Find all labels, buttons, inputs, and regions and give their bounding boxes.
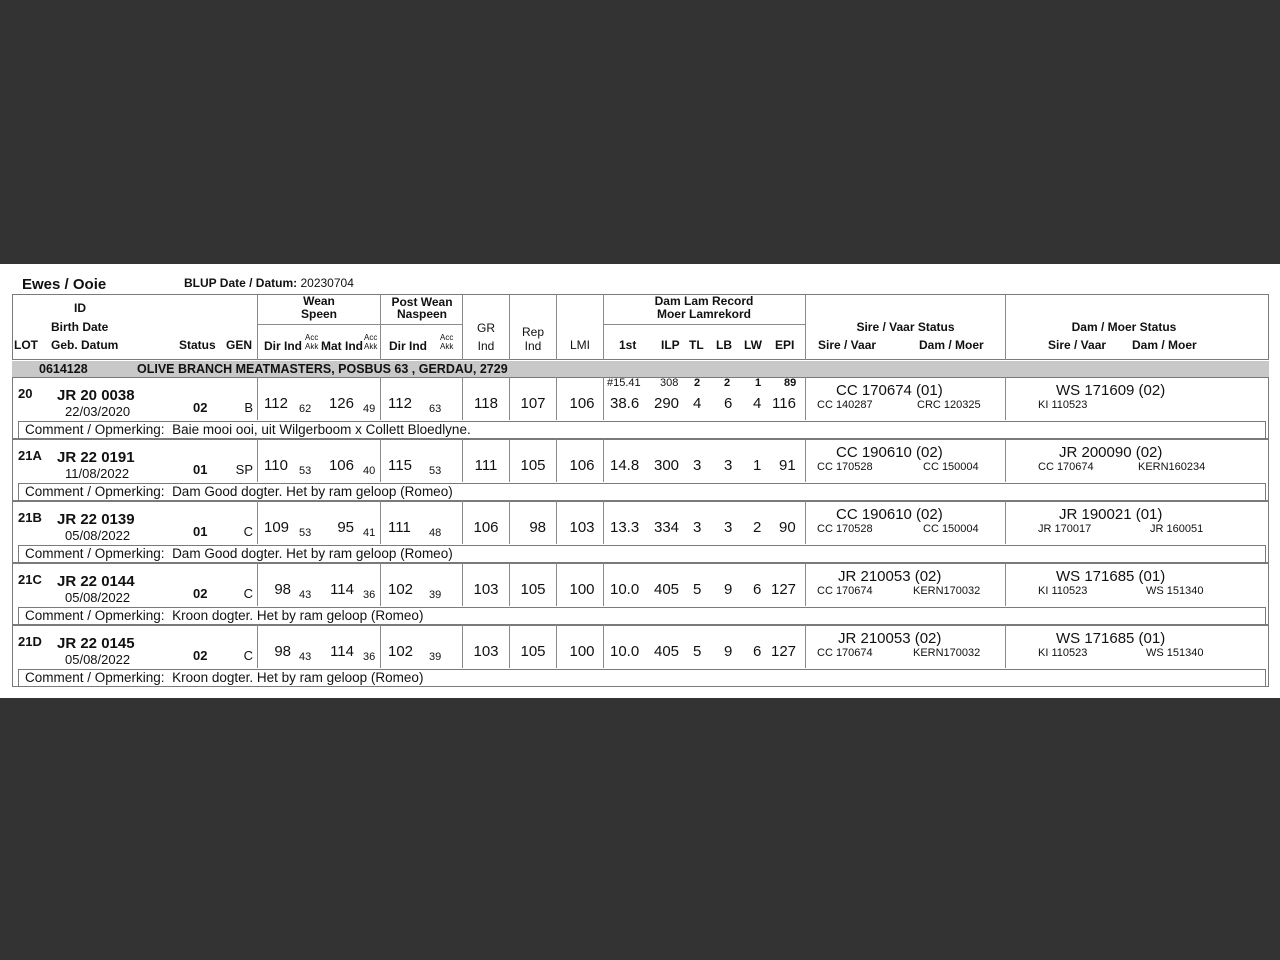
- lot-number: 21B: [18, 510, 42, 525]
- dam-lb: 9: [724, 581, 733, 598]
- post-dir-acc: 63: [429, 403, 442, 415]
- blup-label: BLUP Date / Datum:: [184, 276, 298, 290]
- section-title: Ewes / Ooie: [22, 276, 107, 293]
- breeder-code: 0614128: [39, 362, 88, 376]
- sire-dam: CC 150004: [923, 461, 979, 473]
- hdr-geb-datum: Geb. Datum: [51, 338, 119, 352]
- sire-status: JR 210053 (02): [838, 568, 942, 585]
- dam-dam: WS 151340: [1146, 647, 1204, 659]
- dam-sire: KI 110523: [1038, 399, 1088, 411]
- gen-code: C: [243, 586, 253, 601]
- dam-status: WS 171685 (01): [1056, 568, 1166, 585]
- dam-dam: JR 160051: [1150, 523, 1204, 535]
- sire-sire: CC 170674: [817, 585, 873, 597]
- hdr-epi: EPI: [775, 338, 795, 352]
- dam-lw: 2: [753, 519, 762, 536]
- dam-top-tl: 2: [694, 377, 701, 389]
- wean-mat-ind: 106: [328, 457, 354, 474]
- status-code: 01: [193, 462, 208, 477]
- gr-ind: 118: [474, 395, 498, 412]
- comment: [25, 485, 453, 499]
- lmi: 100: [569, 581, 595, 598]
- dam-first: 10.0: [610, 581, 640, 598]
- hdr-lot: LOT: [14, 338, 38, 352]
- dam-top-lb: 2: [724, 377, 731, 389]
- dam-epi: 116: [772, 395, 796, 412]
- gr-ind: 106: [473, 519, 499, 536]
- hdr-rep: Rep: [521, 325, 544, 339]
- breeder-name: OLIVE BRANCH MEATMASTERS, POSBUS 63 , GERDAU, 2729: [137, 362, 508, 376]
- wean-mat-acc: 49: [363, 403, 376, 415]
- gen-code: SP: [235, 462, 253, 477]
- lot-number: 20: [18, 386, 33, 401]
- dam-sire: JR 170017: [1038, 523, 1092, 535]
- status-code: 01: [193, 524, 208, 539]
- gr-ind: 111: [474, 457, 498, 474]
- dam-first: 10.0: [610, 643, 640, 660]
- dam-epi: 127: [771, 643, 797, 660]
- dam-lb: 6: [724, 395, 733, 412]
- dam-sire: CC 170674: [1038, 461, 1094, 473]
- sire-dam: KERN170032: [913, 585, 981, 597]
- rep-ind: 105: [520, 581, 546, 598]
- dam-lb: 3: [724, 519, 733, 536]
- wean-dir-ind: 110: [264, 457, 288, 474]
- post-dir-ind: 102: [388, 643, 414, 660]
- dam-tl: 5: [693, 581, 702, 598]
- wean-dir-acc: 53: [299, 527, 312, 539]
- post-dir-ind: 111: [388, 519, 411, 536]
- lmi: 106: [569, 457, 595, 474]
- sire-dam: CRC 120325: [917, 399, 981, 411]
- animal-id: JR 22 0191: [57, 449, 135, 466]
- hdr-post-dir-ind: Dir Ind: [389, 339, 427, 353]
- hdr-dam-moer-1: Dam / Moer: [919, 338, 984, 352]
- dam-lw: 4: [753, 395, 762, 412]
- wean-mat-ind: 114: [330, 581, 354, 598]
- dam-ilp: 290: [654, 395, 680, 412]
- dam-epi: 91: [779, 457, 796, 474]
- dam-ilp: 405: [654, 643, 680, 660]
- comment: [25, 423, 471, 437]
- dam-top-lw: 1: [755, 377, 762, 389]
- comment-label: Comment / Opmerking:: [25, 546, 165, 561]
- hdr-lmi: LMI: [569, 338, 590, 352]
- hdr-naspeen: Naspeen: [396, 307, 448, 321]
- post-dir-acc: 39: [429, 589, 442, 601]
- post-dir-ind: 115: [388, 457, 412, 474]
- comment-label: Comment / Opmerking:: [25, 670, 165, 685]
- sire-dam: KERN170032: [913, 647, 981, 659]
- wean-mat-ind: 114: [330, 643, 354, 660]
- dam-top-ilp: 308: [660, 377, 679, 389]
- rep-ind: 107: [520, 395, 546, 412]
- dam-ilp: 300: [654, 457, 680, 474]
- wean-dir-ind: 112: [264, 395, 288, 412]
- wean-mat-acc: 41: [363, 527, 376, 539]
- sire-sire: CC 170528: [817, 523, 873, 535]
- lot-number: 21A: [18, 448, 42, 463]
- comment-label: Comment / Opmerking:: [25, 422, 165, 437]
- post-dir-acc: 53: [429, 465, 442, 477]
- blup-date: [184, 277, 354, 289]
- status-code: 02: [193, 400, 208, 415]
- dam-dam: WS 151340: [1146, 585, 1204, 597]
- comment-text: Dam Good dogter. Het by ram geloop (Romeo): [172, 484, 453, 499]
- animal-id: JR 20 0038: [57, 387, 135, 404]
- dam-epi: 127: [771, 581, 797, 598]
- hdr-wean-mat-acc: Acc Akk: [364, 333, 378, 351]
- hdr-wean-dir-acc: Acc Akk: [305, 333, 319, 351]
- post-dir-acc: 48: [429, 527, 442, 539]
- hdr-sire-status: Sire / Vaar Status: [856, 320, 955, 334]
- dam-top-epi: 89: [784, 377, 797, 389]
- hdr-ilp: ILP: [661, 338, 680, 352]
- sire-sire: CC 170528: [817, 461, 873, 473]
- dam-status: JR 200090 (02): [1059, 444, 1163, 461]
- wean-dir-acc: 43: [299, 589, 312, 601]
- gr-ind: 103: [473, 581, 499, 598]
- rep-ind: 105: [520, 643, 546, 660]
- wean-mat-acc: 36: [363, 651, 376, 663]
- dam-tl: 3: [693, 519, 702, 536]
- dam-lb: 3: [724, 457, 733, 474]
- wean-dir-acc: 43: [299, 651, 312, 663]
- dam-first: 38.6: [610, 395, 640, 412]
- gen-code: C: [243, 648, 253, 663]
- hdr-gen: GEN: [226, 338, 253, 352]
- hdr-dam-lam-record: Dam Lam Record: [654, 294, 754, 308]
- comment-text: Baie mooi ooi, uit Wilgerboom x Collett Bloedlyne.: [172, 422, 471, 437]
- lmi: 103: [569, 519, 595, 536]
- hdr-rep-ind: Ind: [524, 339, 542, 353]
- status-code: 02: [193, 648, 208, 663]
- animal-id: JR 22 0139: [57, 511, 135, 528]
- comment: [25, 671, 423, 685]
- birth-date: 05/08/2022: [65, 528, 131, 543]
- sire-status: CC 190610 (02): [836, 444, 943, 461]
- dam-lw: 6: [753, 643, 762, 660]
- dam-tl: 3: [693, 457, 702, 474]
- hdr-lb: LB: [716, 338, 732, 352]
- post-dir-acc: 39: [429, 651, 442, 663]
- hdr-gr: GR: [477, 321, 495, 335]
- dam-top-first: #15.41: [607, 377, 641, 389]
- comment-text: Kroon dogter. Het by ram geloop (Romeo): [172, 608, 424, 623]
- hdr-id: ID: [74, 301, 86, 315]
- wean-dir-acc: 62: [299, 403, 312, 415]
- rep-ind: 105: [520, 457, 546, 474]
- birth-date: 05/08/2022: [65, 652, 131, 667]
- hdr-1st: 1st: [619, 338, 637, 352]
- dam-status: WS 171609 (02): [1056, 382, 1166, 399]
- blup-value: 20230704: [300, 276, 354, 290]
- dam-dam: KERN160234: [1138, 461, 1206, 473]
- sire-status: CC 170674 (01): [836, 382, 943, 399]
- comment-text: Kroon dogter. Het by ram geloop (Romeo): [172, 670, 424, 685]
- hdr-status: Status: [179, 338, 216, 352]
- hdr-post-acc: Acc Akk: [440, 333, 454, 351]
- animal-id: JR 22 0144: [57, 573, 135, 590]
- gr-ind: 103: [473, 643, 499, 660]
- wean-dir-acc: 53: [299, 465, 312, 477]
- hdr-lw: LW: [744, 338, 762, 352]
- dam-epi: 90: [779, 519, 796, 536]
- dam-status: JR 190021 (01): [1059, 506, 1163, 523]
- animal-id: JR 22 0145: [57, 635, 135, 652]
- hdr-dam-status: Dam / Moer Status: [1071, 320, 1177, 334]
- comment-text: Dam Good dogter. Het by ram geloop (Romeo): [172, 546, 453, 561]
- dam-status: WS 171685 (01): [1056, 630, 1166, 647]
- hdr-sire-vaar-1: Sire / Vaar: [818, 338, 877, 352]
- hdr-dam-moer-2: Dam / Moer: [1132, 338, 1197, 352]
- wean-mat-ind: 95: [337, 519, 354, 536]
- birth-date: 05/08/2022: [65, 590, 131, 605]
- hdr-gr-ind: Ind: [477, 339, 495, 353]
- comment: [25, 609, 423, 623]
- hdr-tl: TL: [689, 338, 704, 352]
- dam-lw: 1: [753, 457, 762, 474]
- comment-label: Comment / Opmerking:: [25, 484, 165, 499]
- comment: [25, 547, 453, 561]
- lmi: 100: [569, 643, 595, 660]
- catalogue-sheet: [0, 264, 1280, 698]
- gen-code: C: [243, 524, 253, 539]
- wean-mat-acc: 40: [363, 465, 376, 477]
- dam-sire: KI 110523: [1038, 647, 1088, 659]
- birth-date: 22/03/2020: [65, 404, 131, 419]
- hdr-mat-ind: Mat Ind: [321, 339, 363, 353]
- comment-label: Comment / Opmerking:: [25, 608, 165, 623]
- sire-status: JR 210053 (02): [838, 630, 942, 647]
- wean-dir-ind: 98: [274, 643, 291, 660]
- rep-ind: 98: [529, 519, 546, 536]
- wean-mat-ind: 126: [328, 395, 354, 412]
- sire-status: CC 190610 (02): [836, 506, 943, 523]
- hdr-birth-date: Birth Date: [51, 320, 109, 334]
- birth-date: 11/08/2022: [65, 466, 130, 481]
- wean-dir-ind: 98: [274, 581, 291, 598]
- lot-number: 21D: [18, 634, 42, 649]
- post-dir-ind: 112: [388, 395, 412, 412]
- wean-dir-ind: 109: [264, 519, 290, 536]
- hdr-moer-lamrekord: Moer Lamrekord: [656, 307, 752, 321]
- sire-sire: CC 140287: [817, 399, 873, 411]
- hdr-wean-dir-ind: Dir Ind: [264, 339, 302, 353]
- dam-lw: 6: [753, 581, 762, 598]
- dam-tl: 5: [693, 643, 702, 660]
- sire-sire: CC 170674: [817, 647, 873, 659]
- sire-dam: CC 150004: [923, 523, 979, 535]
- hdr-wean: Wean: [303, 294, 335, 308]
- dam-first: 13.3: [610, 519, 640, 536]
- dam-tl: 4: [693, 395, 702, 412]
- hdr-post-wean: Post Wean: [391, 295, 453, 309]
- hdr-speen: Speen: [300, 307, 337, 321]
- lmi: 106: [569, 395, 595, 412]
- dam-ilp: 334: [654, 519, 680, 536]
- dam-sire: KI 110523: [1038, 585, 1088, 597]
- status-code: 02: [193, 586, 208, 601]
- dam-first: 14.8: [610, 457, 640, 474]
- lot-number: 21C: [18, 572, 42, 587]
- dam-ilp: 405: [654, 581, 680, 598]
- wean-mat-acc: 36: [363, 589, 376, 601]
- dam-lb: 9: [724, 643, 733, 660]
- hdr-sire-vaar-2: Sire / Vaar: [1048, 338, 1107, 352]
- gen-code: B: [244, 400, 253, 415]
- post-dir-ind: 102: [388, 581, 414, 598]
